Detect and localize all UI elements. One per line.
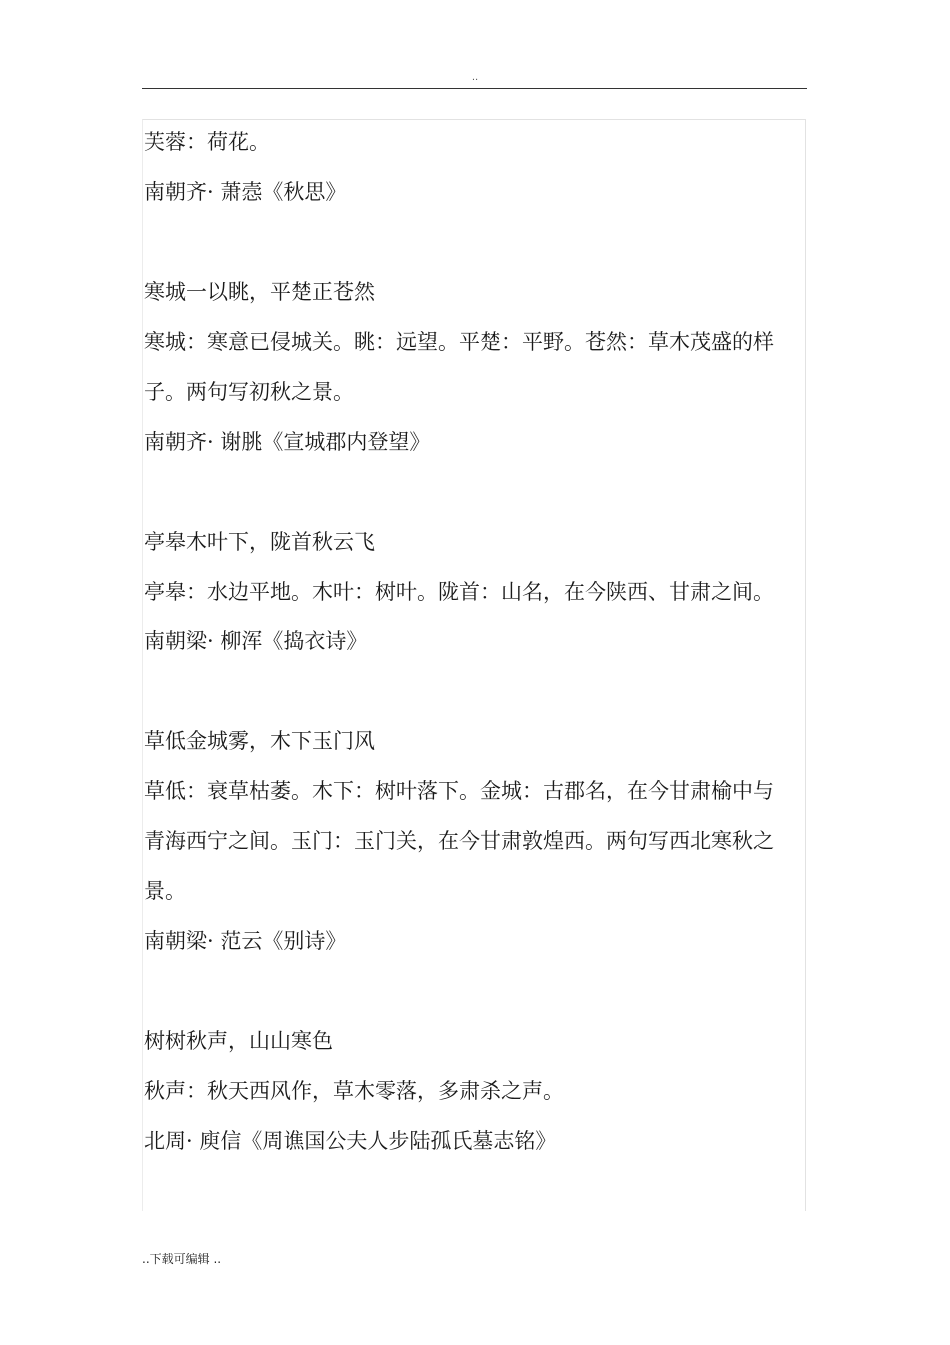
- header-mark: ..: [471, 72, 479, 83]
- text-line: 草低金城雾，木下玉门风: [144, 729, 375, 753]
- text-line: 南朝齐· 谢朓《宣城郡内登望》: [144, 430, 431, 454]
- text-line: 青海西宁之间。玉门：玉门关，在今甘肃敦煌西。两句写西北寒秋之: [144, 829, 774, 853]
- text-line: 南朝梁· 范云《别诗》: [144, 929, 347, 953]
- text-line: 秋声：秋天西风作，草木零落，多肃杀之声。: [144, 1079, 564, 1103]
- text-line: 草低：衰草枯萎。木下：树叶落下。金城：古郡名，在今甘肃榆中与: [144, 779, 774, 803]
- text-line: 寒城：寒意已侵城关。眺：远望。平楚：平野。苍然：草木茂盛的样: [144, 330, 774, 354]
- text-line: 树树秋声，山山寒色: [144, 1029, 333, 1053]
- text-line: 子。两句写初秋之景。: [144, 380, 354, 404]
- text-line: 南朝齐· 萧悫《秋思》: [144, 180, 347, 204]
- text-line: 亭皋：水边平地。木叶：树叶。陇首：山名，在今陕西、甘肃之间。: [144, 580, 774, 604]
- text-line: 寒城一以眺，平楚正苍然: [144, 280, 375, 304]
- text-line: 景。: [144, 879, 186, 903]
- text-line: 芙蓉：荷花。: [144, 130, 270, 154]
- text-line: 南朝梁· 柳浑《捣衣诗》: [144, 629, 368, 653]
- text-line: 北周· 庾信《周谯国公夫人步陆孤氏墓志铭》: [144, 1129, 557, 1153]
- header-rule: [142, 88, 807, 89]
- text-line: 亭皋木叶下，陇首秋云飞: [144, 530, 375, 554]
- footer-text: ..下载可编辑 ..: [142, 1252, 222, 1266]
